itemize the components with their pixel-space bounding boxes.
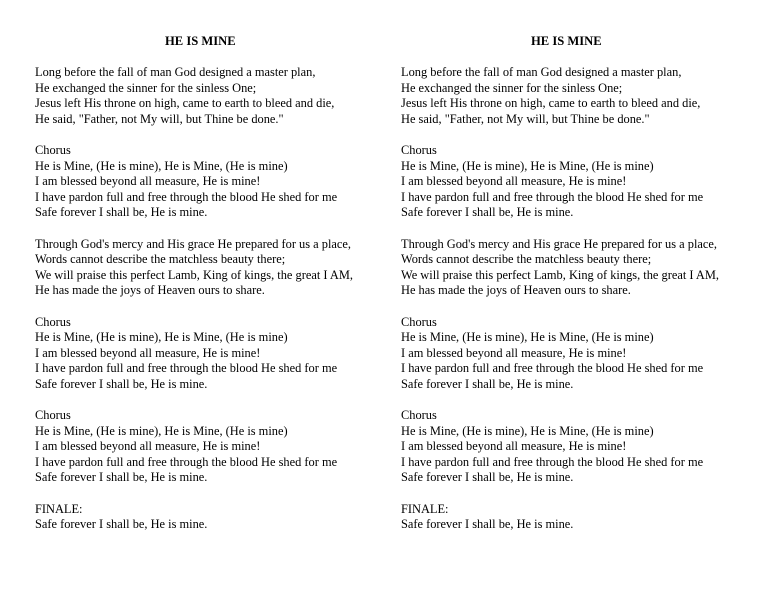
lyric-line: I have pardon full and free through the blood He shed for me [401,361,704,376]
lyric-line: We will praise this perfect Lamb, King of kings, the great I AM, [401,267,719,282]
lyric-line: He is Mine, (He is mine), He is Mine, (He is mine) [35,423,288,438]
finale-stanza [35,502,395,533]
lyric-line: I am blessed beyond all measure, He is mine! [401,174,627,189]
lyric-line: I have pardon full and free through the blood He shed for me [35,361,338,376]
lyric-line: Through God's mercy and His grace He prepared for us a place, [401,236,718,251]
song-title: HE IS MINE [165,34,236,48]
lyric-line: Jesus left His throne on high, came to earth to bleed and die, [35,96,335,111]
chorus-stanza [401,315,761,393]
lyric-line: He is Mine, (He is mine), He is Mine, (He is mine) [35,330,288,345]
lyric-line: We will praise this perfect Lamb, King of kings, the great I AM, [35,267,353,282]
lyric-line: He has made the joys of Heaven ours to share. [35,283,265,298]
verse-stanza [401,65,761,127]
stanza-label: FINALE: [401,501,449,516]
chorus-stanza [401,143,761,221]
lyric-line: He is Mine, (He is mine), He is Mine, (He is mine) [401,423,654,438]
lyric-line: Safe forever I shall be, He is mine. [401,517,574,532]
lyric-line: He said, "Father, not My will, but Thine be done." [35,111,284,126]
lyric-line: He is Mine, (He is mine), He is Mine, (He is mine) [401,330,654,345]
lyric-line: Words cannot describe the matchless beauty there; [401,252,652,267]
lyric-line: I am blessed beyond all measure, He is mine! [35,345,261,360]
lyric-line: Safe forever I shall be, He is mine. [401,205,574,220]
finale-stanza [401,502,761,533]
stanza-label: Chorus [35,314,71,329]
lyric-line: I have pardon full and free through the blood He shed for me [401,454,704,469]
stanza-label: FINALE: [35,501,83,516]
chorus-stanza [401,408,761,486]
lyric-line: Words cannot describe the matchless beauty there; [35,252,286,267]
lyric-line: I am blessed beyond all measure, He is mine! [401,439,627,454]
chorus-stanza [35,315,395,393]
lyric-line: I have pardon full and free through the blood He shed for me [401,189,704,204]
lyrics-column-right [401,33,761,548]
stanza-label: Chorus [401,142,437,157]
lyric-line: Safe forever I shall be, He is mine. [35,470,208,485]
lyric-line: I am blessed beyond all measure, He is mine! [35,439,261,454]
verse-stanza [401,237,761,299]
lyric-line: I am blessed beyond all measure, He is mine! [35,174,261,189]
lyric-line: He is Mine, (He is mine), He is Mine, (He is mine) [401,158,654,173]
stanza-label: Chorus [401,314,437,329]
lyric-line: He said, "Father, not My will, but Thine be done." [401,111,650,126]
lyric-line: Jesus left His throne on high, came to earth to bleed and die, [401,96,701,111]
lyric-line: I have pardon full and free through the blood He shed for me [35,189,338,204]
stanza-label: Chorus [401,408,437,423]
song-title: HE IS MINE [531,34,602,48]
lyric-line: He has made the joys of Heaven ours to share. [401,283,631,298]
lyric-line: Safe forever I shall be, He is mine. [35,205,208,220]
lyric-line: Safe forever I shall be, He is mine. [401,376,574,391]
chorus-stanza [35,408,395,486]
lyric-line: He is Mine, (He is mine), He is Mine, (He is mine) [35,158,288,173]
lyric-line: He exchanged the sinner for the sinless One; [401,80,623,95]
lyric-line: Long before the fall of man God designed a master plan, [401,65,682,79]
lyric-line: I have pardon full and free through the blood He shed for me [35,454,338,469]
lyric-line: Safe forever I shall be, He is mine. [35,376,208,391]
lyric-line: Safe forever I shall be, He is mine. [401,470,574,485]
verse-stanza [35,237,395,299]
lyrics-column-left [35,33,395,548]
verse-stanza [35,65,395,127]
stanza-label: Chorus [35,142,71,157]
lyric-line: Through God's mercy and His grace He prepared for us a place, [35,236,352,251]
stanza-label: Chorus [35,408,71,423]
chorus-stanza [35,143,395,221]
lyric-line: He exchanged the sinner for the sinless One; [35,80,257,95]
lyric-line: Long before the fall of man God designed a master plan, [35,65,316,79]
lyric-line: I am blessed beyond all measure, He is mine! [401,345,627,360]
lyric-line: Safe forever I shall be, He is mine. [35,517,208,532]
